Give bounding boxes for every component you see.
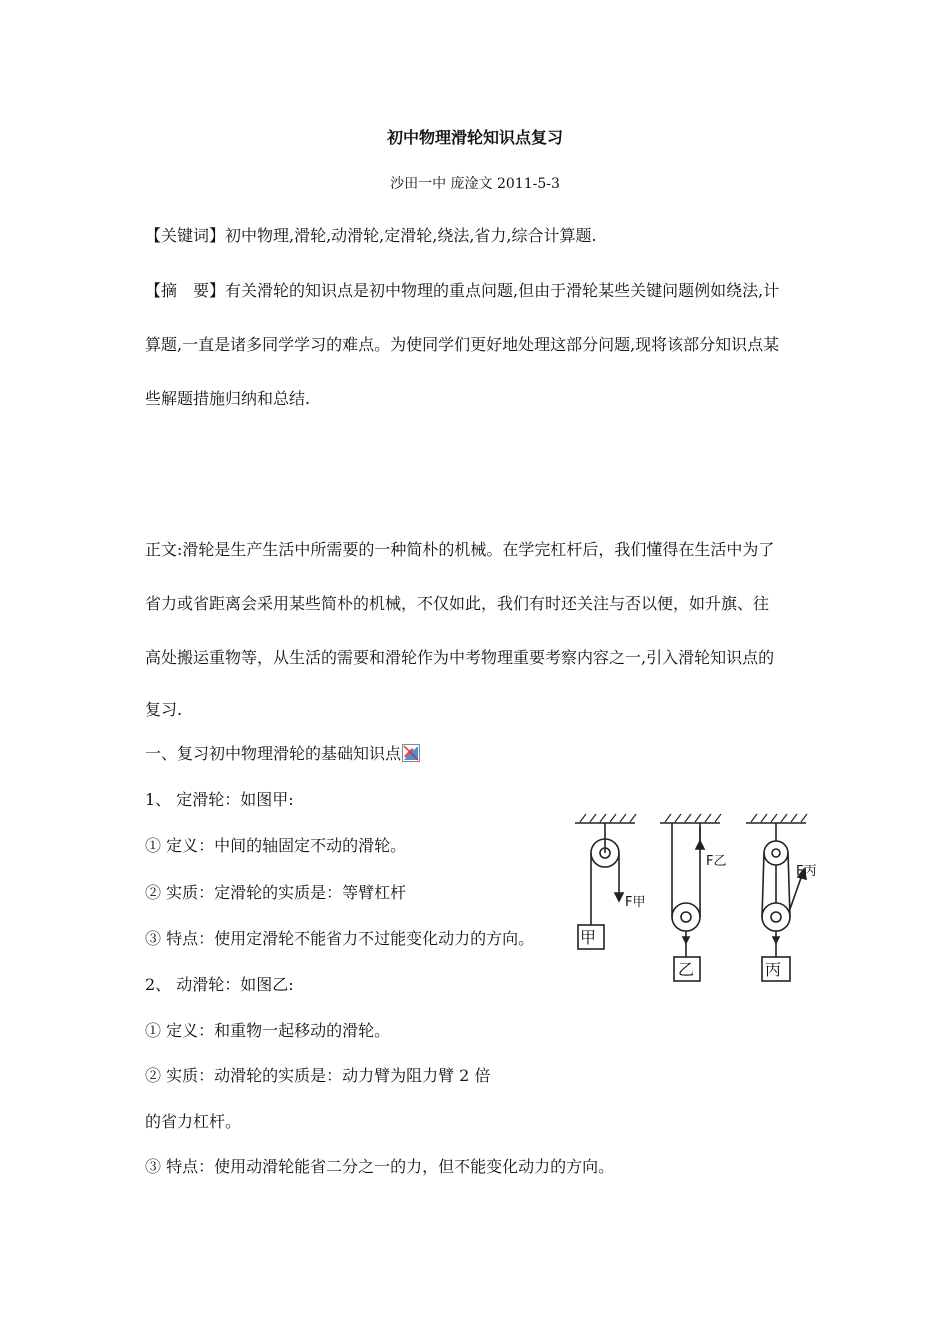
fixed-pulley-feature: ③ 特点：使用定滑轮不能省力不过能变化动力的方向。 xyxy=(145,929,535,948)
section-heading-text: 一、复习初中物理滑轮的基础知识点 xyxy=(145,744,402,763)
figure-label-a: 甲 xyxy=(580,928,597,947)
movable-pulley-feature: ③ 特点：使用动滑轮能省二分之一的力，但不能变化动力的方向。 xyxy=(145,1157,615,1176)
movable-pulley-essence-2: 的省力杠杆。 xyxy=(145,1112,242,1131)
body-line-1: 正文:滑轮是生产生活中所需要的一种简朴的机械。在学完杠杆后，我们懂得在生活中为了 xyxy=(145,540,775,559)
author-line: 沙田一中 庞淦文 2011-5-3 xyxy=(390,176,560,192)
movable-pulley-essence-1: ② 实质：动滑轮的实质是：动力臂为阻力臂 2 倍 xyxy=(145,1066,491,1085)
abstract-line-3: 些解题措施归纳和总结. xyxy=(145,389,311,408)
pulley-figure xyxy=(570,805,820,985)
fixed-pulley-definition: ① 定义：中间的轴固定不动的滑轮。 xyxy=(145,836,407,855)
force-label-b: F乙 xyxy=(706,854,727,869)
force-label-a: F甲 xyxy=(625,895,646,910)
document-title: 初中物理滑轮知识点复习 xyxy=(386,128,563,147)
movable-pulley-definition: ① 定义：和重物一起移动的滑轮。 xyxy=(145,1021,391,1040)
abstract-line-2: 算题,一直是诸多同学学习的难点。为使同学们更好地处理这部分问题,现将该部分知识点某 xyxy=(145,335,780,354)
force-label-c: F丙 xyxy=(796,864,817,879)
fixed-pulley-heading: 1、 定滑轮：如图甲: xyxy=(145,790,294,809)
fixed-pulley-essence: ② 实质：定滑轮的实质是：等臂杠杆 xyxy=(145,883,407,902)
abstract-line-1: 【摘 要】有关滑轮的知识点是初中物理的重点问题,但由于滑轮某些关键问题例如绕法,计 xyxy=(145,281,780,300)
body-line-4: 复习. xyxy=(145,700,183,719)
body-line-3: 高处搬运重物等，从生活的需要和滑轮作为中考物理重要考察内容之一,引入滑轮知识点的 xyxy=(145,648,775,667)
broken-image-icon xyxy=(402,744,420,762)
keywords-line: 【关键词】初中物理,滑轮,动滑轮,定滑轮,绕法,省力,综合计算题. xyxy=(145,226,597,245)
section-heading xyxy=(145,744,420,764)
figure-label-b: 乙 xyxy=(678,960,695,979)
figure-label-c: 丙 xyxy=(765,960,782,979)
body-line-2: 省力或省距离会采用某些简朴的机械，不仅如此，我们有时还关注与否以便，如升旗、往 xyxy=(145,594,770,613)
movable-pulley-heading: 2、 动滑轮：如图乙: xyxy=(145,975,294,994)
